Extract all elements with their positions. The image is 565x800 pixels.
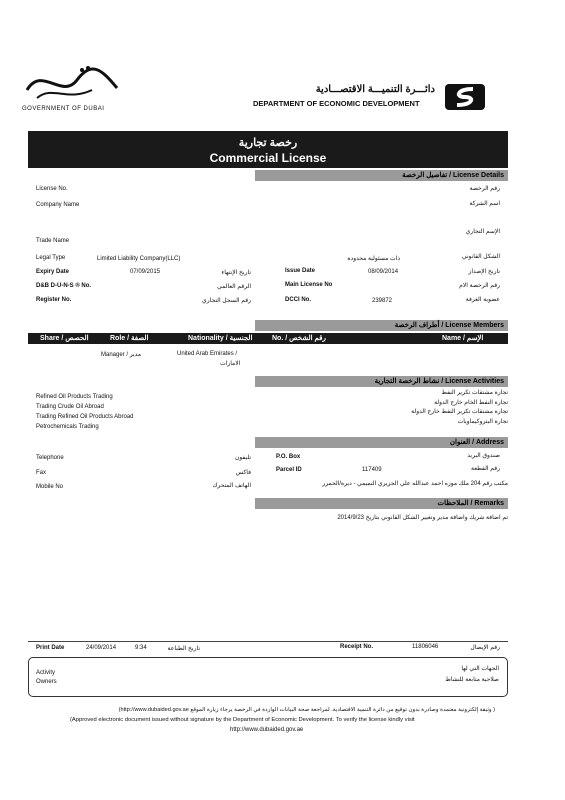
parcel-id-label: Parcel ID — [276, 467, 302, 473]
col-nationality: Nationality / الجنسية — [188, 335, 253, 342]
receipt-no-ar: رقم الإيصال — [470, 645, 500, 651]
dubai-government-logo — [22, 60, 122, 118]
receipt-no-value: 11806046 — [412, 644, 439, 650]
member-nationality: United Arab Emirates / — [177, 351, 238, 357]
legal-type-value: Limited Liability Company(LLC) — [97, 256, 181, 262]
trade-name-ar: الإسم التجاري — [465, 229, 500, 235]
print-date-ar: تاريخ الطباعة — [167, 646, 200, 652]
parcel-id-ar: رقم القطعة — [471, 466, 500, 472]
dcci-label: DCCI No. — [285, 297, 311, 303]
title-english: Commercial License — [209, 151, 327, 165]
issue-date-ar: تاريخ الإصدار — [468, 269, 500, 275]
activities-english-list — [36, 392, 134, 432]
license-no-ar: رقم الرخصة — [469, 186, 500, 192]
print-info-divider — [28, 641, 508, 642]
activity-owners-ar-2: صلاحية متابعة للنشاط — [445, 677, 499, 683]
activity-owners-ar-1: الجهات التي لها — [461, 666, 499, 672]
mobile-ar: الهاتف المتحرك — [212, 483, 251, 489]
expiry-date-label: Expiry Date — [36, 269, 70, 275]
remarks-text: تم اضافة شريك واضافة مدير وتغيير الشكل القانوني بتاريخ 2014/9/23 — [337, 515, 508, 521]
po-box-label: P.O. Box — [276, 454, 301, 460]
col-no: No. / رقم الشخص — [272, 335, 326, 342]
footer-english: (Approved electronic document issued without signature by the Department of Economic Development. To verify the license kindly visit — [70, 717, 415, 723]
print-date-label: Print Date — [36, 645, 65, 651]
activity-en: Refined Oil Products Trading — [36, 394, 113, 400]
address-header: العنوان / Address — [255, 437, 508, 448]
activity-ar: تجارة مشتقات تكرير النفط خارج الدولة — [411, 409, 508, 415]
license-details-header: تفاصيل الرخصة / License Details — [255, 170, 508, 181]
dubai-calligraphy-icon — [22, 60, 122, 104]
ded-logo-icon — [445, 84, 485, 110]
title-bar — [28, 131, 508, 168]
license-activities-header: نشاط الرخصة التجارية / License Activities — [255, 376, 508, 387]
register-no-ar: رقم السجل التجاري — [202, 298, 251, 304]
fax-ar: فاكس — [235, 470, 251, 476]
trade-name-label: Trade Name — [36, 238, 70, 244]
activity-en: Trading Refined Oil Products Abroad — [36, 414, 134, 420]
footer-arabic: ( وثيقة إلكترونية معتمدة وصادرة بدون توقيع من دائرة التنمية الاقتصادية. لمراجعة صحة البيانات الواردة في الرخصة يرجاء زيارة الموقع http://www.dubaided.gov.ae) — [118, 707, 495, 713]
print-time-value: 9:34 — [135, 645, 147, 651]
mobile-label: Mobile No — [36, 484, 64, 490]
col-role: Role / الصفة — [110, 335, 149, 342]
dcci-value: 239872 — [372, 298, 393, 304]
expiry-date-ar: تاريخ الإنتهاء — [221, 270, 251, 276]
government-of-dubai-label: GOVERNMENT OF DUBAI — [22, 106, 105, 112]
activity-en: Petrochemicals Trading — [36, 424, 99, 430]
po-box-ar: صندوق البريد — [467, 453, 500, 459]
issue-date-label: Issue Date — [285, 268, 316, 274]
activities-arabic-list — [360, 389, 508, 427]
activity-label: Activity — [36, 670, 56, 676]
footer-url[interactable]: http://www.dubaided.gov.ae — [230, 727, 304, 733]
ded-arabic-name: دائـــرة التنميـــة الاقتصـــادية — [315, 84, 435, 95]
issue-date-value: 08/09/2014 — [368, 269, 399, 275]
legal-type-value-ar: ذات مسئولية محدودة — [347, 256, 400, 262]
company-name-ar: اسم الشركة — [469, 201, 500, 207]
owners-label: Owners — [36, 679, 57, 685]
register-no-label: Register No. — [36, 297, 72, 303]
ded-english-name: DEPARTMENT OF ECONOMIC DEVELOPMENT — [253, 99, 420, 108]
address-ar: مكتب رقم 204 ملك موزه احمد عبدالله علي الجزيري التميمي - ديرة/الحمرر — [322, 481, 508, 487]
company-name-label: Company Name — [36, 202, 80, 208]
dcci-ar: عضوية الغرفة — [465, 297, 500, 303]
title-arabic: رخصة تجارية — [238, 137, 298, 149]
members-table-header — [28, 333, 508, 344]
col-share: Share / الحصص — [40, 335, 89, 342]
activity-ar: تجارة البتروكيماويات — [457, 418, 508, 425]
main-license-ar: رقم الرخصة الام — [459, 283, 500, 289]
main-license-label: Main License No — [285, 282, 333, 288]
col-name: Name / الإسم — [442, 335, 484, 342]
expiry-date-value: 07/09/2015 — [130, 269, 161, 275]
activity-owners-box — [28, 657, 508, 697]
duns-label: D&B D-U-N-S ® No. — [36, 283, 92, 289]
parcel-id-value: 117409 — [362, 467, 382, 473]
member-role: Manager / مدير — [101, 352, 142, 358]
activity-ar: تجارة النفط الخام خارج الدولة — [434, 399, 508, 406]
license-members-header: أطراف الرخصة / License Members — [255, 320, 508, 331]
duns-ar: الرقم العالمي — [217, 284, 251, 290]
print-date-value: 24/09/2014 — [86, 645, 117, 651]
receipt-no-label: Receipt No. — [340, 644, 374, 650]
license-no-label: License No. — [36, 186, 68, 192]
legal-type-ar: الشكل القانوني — [461, 254, 500, 260]
legal-type-label: Legal Type — [36, 255, 66, 261]
activity-ar: تجارة مشتقات تكرير النفط — [441, 390, 508, 396]
member-nationality-ar: الامارات — [220, 361, 241, 367]
telephone-ar: تليفون — [234, 455, 251, 461]
activity-en: Trading Crude Oil Abroad — [36, 404, 104, 410]
remarks-header: الملاحظات / Remarks — [255, 498, 508, 509]
telephone-label: Telephone — [36, 455, 64, 461]
fax-label: Fax — [36, 470, 47, 476]
